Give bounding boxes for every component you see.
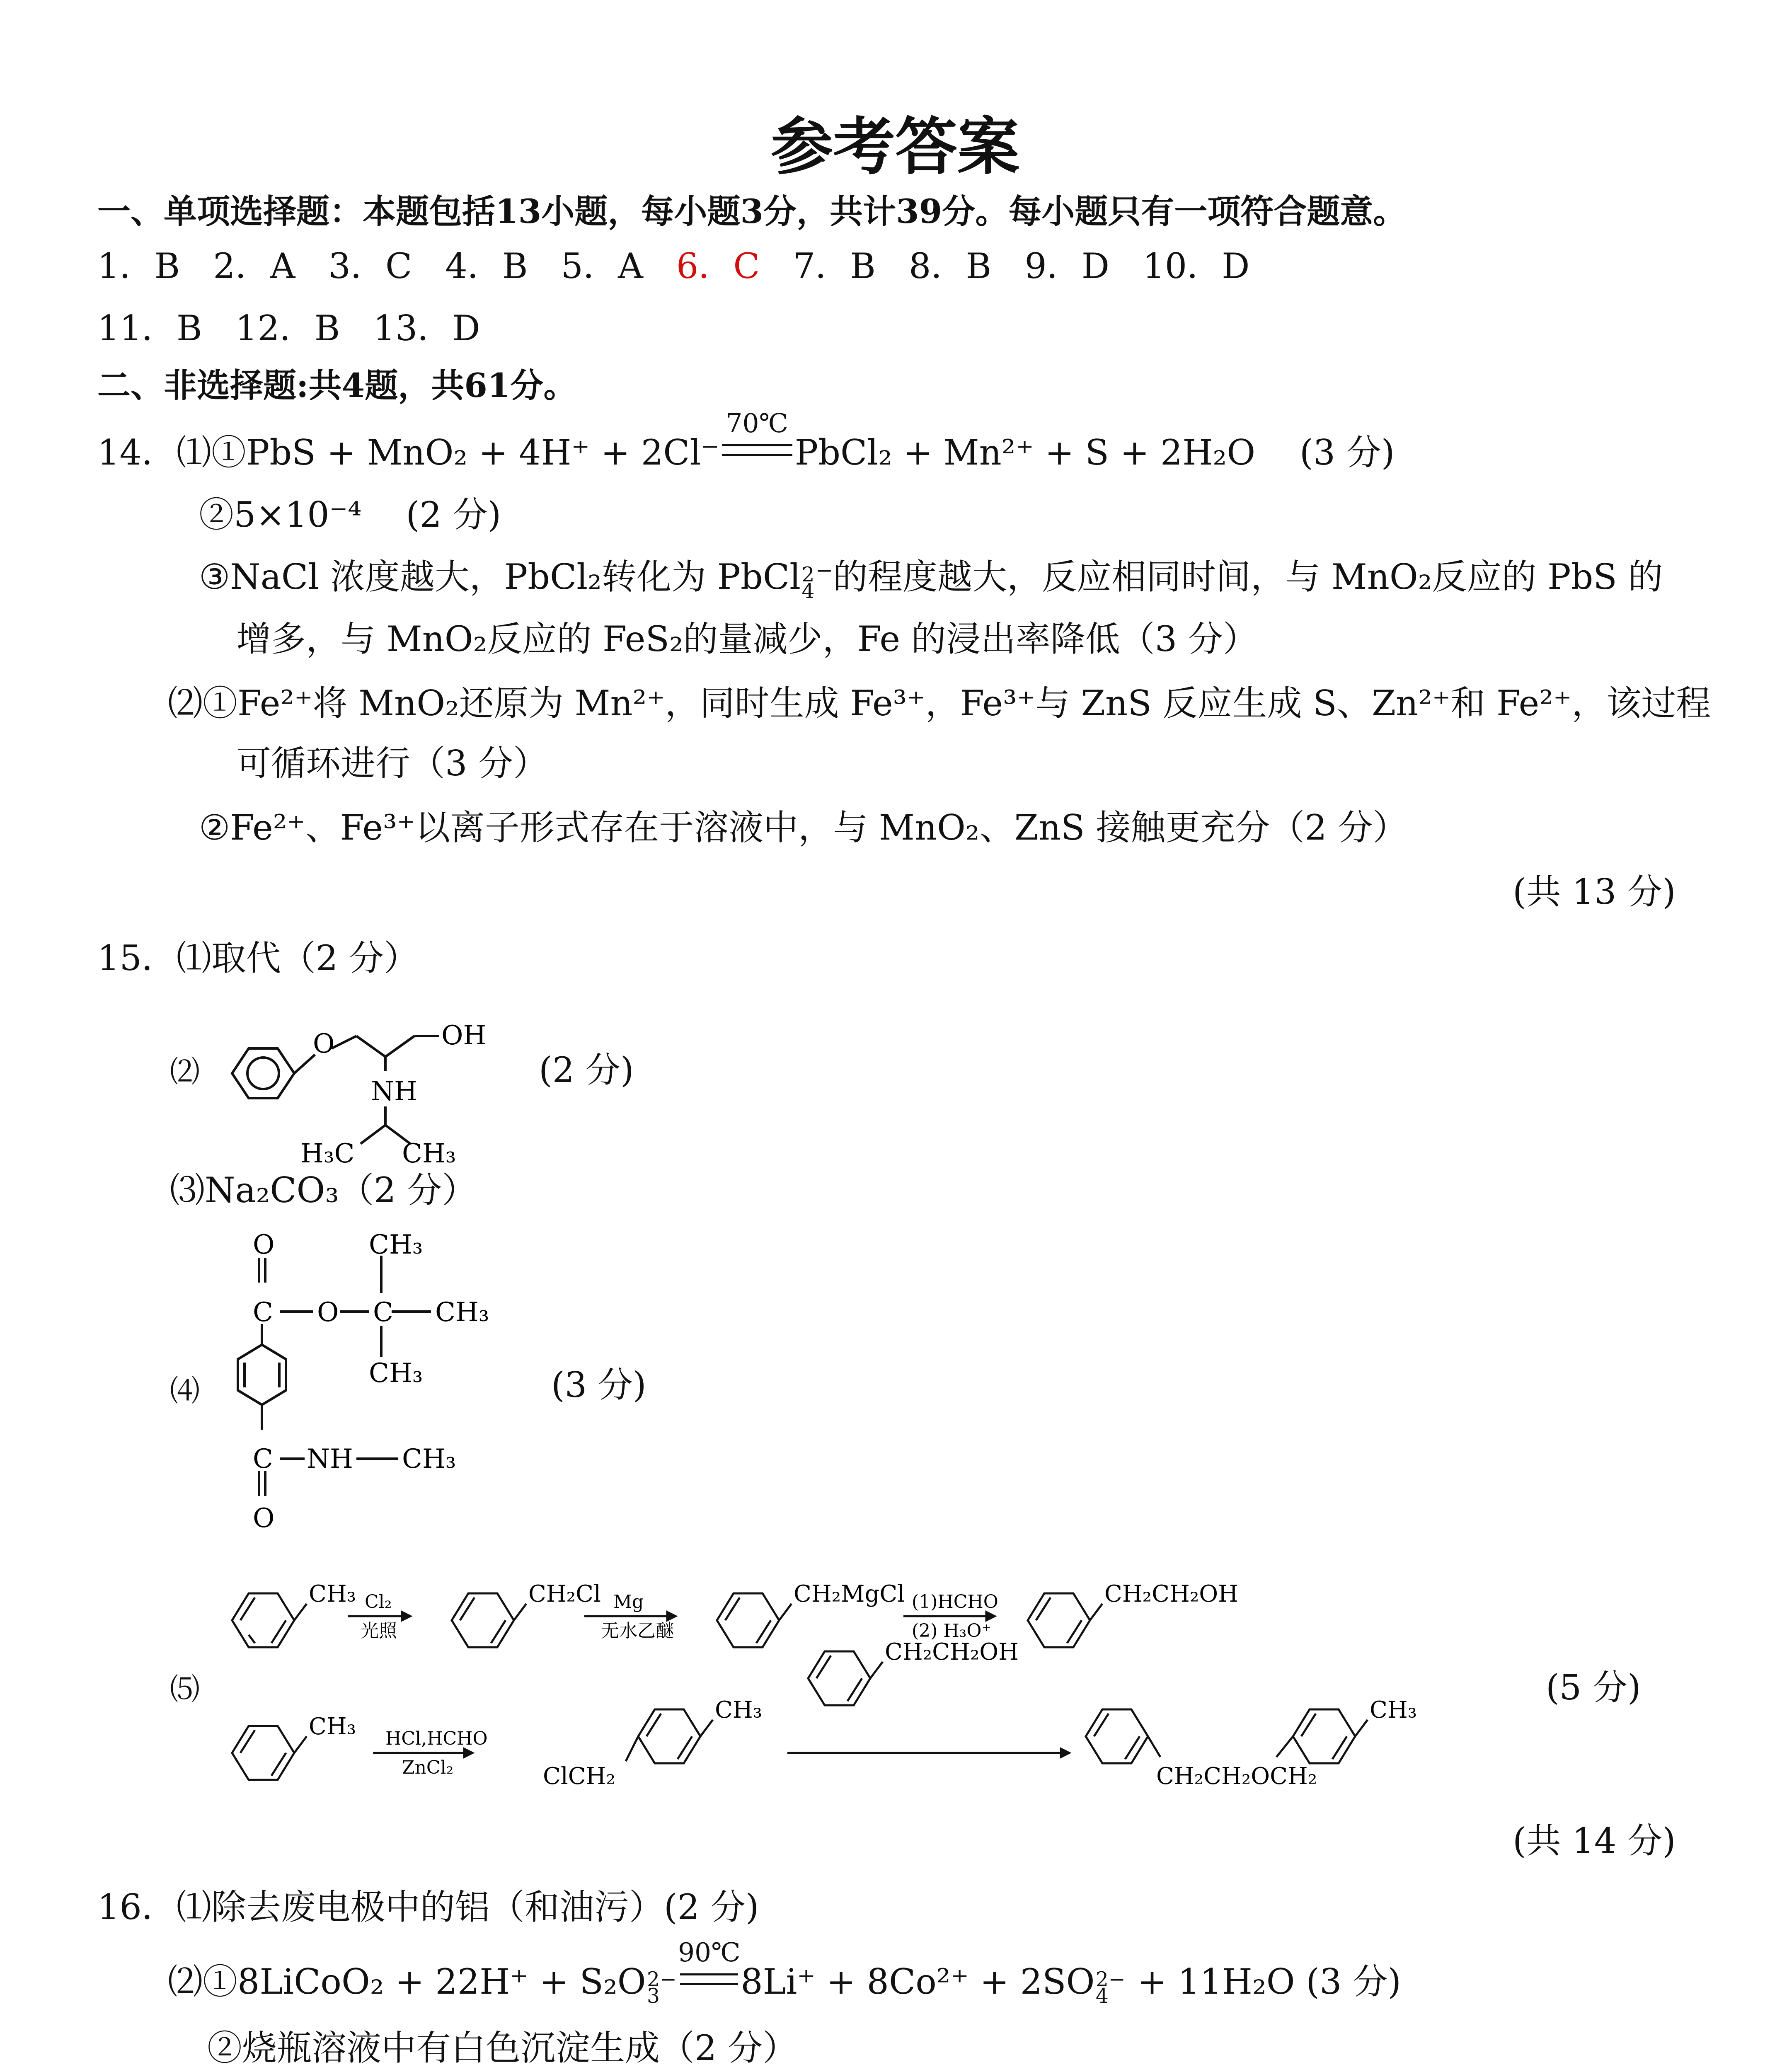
r2-reagent: CH₂CH₂OH xyxy=(885,1639,1019,1665)
oh-group: OH xyxy=(441,1020,487,1051)
r1-s4: CH₂CH₂OH xyxy=(1104,1581,1239,1607)
q15-part4-score: (3 分) xyxy=(551,1365,646,1405)
section2-heading: 二、非选择题:共4题，共61分。 xyxy=(97,366,577,405)
q15-part2-score: (2 分) xyxy=(539,1050,634,1090)
q14-part1-2: ②5×10⁻⁴ (2 分) xyxy=(199,494,501,535)
mc-2: 2．A xyxy=(213,246,295,286)
q16-part1: 16．⑴除去废电极中的铝（和油污）(2 分) xyxy=(97,1887,759,1927)
o-atom-top: O xyxy=(253,1231,275,1260)
h3c-group: H₃C xyxy=(300,1138,355,1164)
ch3-amide: CH₃ xyxy=(402,1444,456,1474)
q15-part4-label: ⑷ xyxy=(170,1373,200,1408)
ch3-bottom: CH₃ xyxy=(369,1358,423,1389)
q14-number: 14． xyxy=(97,432,177,473)
q16-part2-2: ②烧瓶溶液中有白色沉淀生成（2 分） xyxy=(207,2028,798,2068)
r1-reagent2-bottom: 无水乙醚 xyxy=(601,1620,674,1641)
r1-reagent1-top: Cl₂ xyxy=(365,1591,392,1612)
section1-heading: 一、单项选择题：本题包括13小题，每小题3分，共计39分。每小题只有一项符合题意。 xyxy=(97,192,1407,231)
r1-reagent1-bottom: 光照 xyxy=(361,1620,397,1641)
r2-s2-clch2: ClCH₂ xyxy=(543,1763,615,1790)
q16-number: 16． xyxy=(97,1887,177,1927)
mc-answers-line2 xyxy=(97,308,480,349)
q15-number: 15． xyxy=(97,938,177,978)
q15-part1: 15．⑴取代（2 分） xyxy=(97,938,419,978)
c-atom-top: C xyxy=(253,1297,273,1328)
r2-product-ch3: CH₃ xyxy=(1370,1697,1417,1723)
o-atom: O xyxy=(313,1029,335,1059)
mc-10: 10．D xyxy=(1143,246,1250,286)
q15-structure-2 xyxy=(207,982,518,1164)
o-atom-ester: O xyxy=(317,1297,339,1328)
q14-eq-lhs: PbS + MnO₂ + 4H⁺ + 2Cl⁻ xyxy=(246,432,719,473)
mc-5: 5．A xyxy=(561,246,643,286)
ch3-right: CH₃ xyxy=(435,1297,489,1328)
r1-s1: CH₃ xyxy=(309,1581,356,1607)
q15-part5-score: (5 分) xyxy=(1546,1667,1641,1708)
mc-1: 1．B xyxy=(97,246,180,286)
page-title: 参考答案 xyxy=(771,111,1020,183)
r2-s2-ch3: CH₃ xyxy=(715,1697,763,1723)
mc-12: 12．B xyxy=(235,308,340,349)
q15-part3: ⑶Na₂CO₃（2 分） xyxy=(170,1170,477,1210)
q14-total: (共 13 分) xyxy=(1513,871,1676,912)
ch3-group: CH₃ xyxy=(402,1138,456,1164)
reaction-condition: 90℃ xyxy=(678,1964,741,1999)
q14-part1-eq: 14．⑴①PbS + MnO₂ + 4H⁺ + 2Cl⁻ 70℃ PbCl₂ + Mn²⁺ + S + 2H₂O (3 分) xyxy=(97,408,1395,473)
q15-synthesis-routes xyxy=(215,1558,1542,1823)
q15-part2-label: ⑵ xyxy=(170,1054,200,1089)
benzene-ring xyxy=(232,1048,294,1098)
r2-product-chain: CH₂CH₂OCH₂ xyxy=(1156,1763,1317,1790)
q15-structure-4 xyxy=(207,1231,580,1546)
r2-reagent1-top: HCl,HCHO xyxy=(385,1728,488,1749)
q14-part2-1: ⑵①Fe²⁺将 MnO₂还原为 Mn²⁺，同时生成 Fe³⁺，Fe³⁺与 ZnS 反应生成 S、Zn²⁺和 Fe²⁺，该过程 xyxy=(168,683,1711,724)
r1-s2: CH₂Cl xyxy=(528,1581,601,1607)
c-atom-tert: C xyxy=(373,1297,393,1328)
r2-reagent1-bottom: ZnCl₂ xyxy=(402,1757,454,1778)
r1-reagent2-top: Mg xyxy=(613,1591,644,1612)
mc-11: 11．B xyxy=(97,308,202,349)
q16-part2-1-eq: ⑵①8LiCoO₂ + 22H⁺ + S₂O 2− 3 90℃ 8Li⁺ + 8Co²⁺ + 2SO 2− 4 + 11H₂O (3 分) xyxy=(168,1937,1401,2008)
mc-6: 6．C xyxy=(676,246,760,286)
reaction-condition: 70℃ xyxy=(719,435,795,470)
q15-part5-label: ⑸ xyxy=(170,1672,200,1706)
mc-7: 7．B xyxy=(793,246,876,286)
r2-s1: CH₃ xyxy=(309,1713,356,1740)
r1-reagent3-bottom: (2) H₃O⁺ xyxy=(912,1620,991,1641)
q14-part2-2: ②Fe²⁺、Fe³⁺以离子形式存在于溶液中，与 MnO₂、ZnS 接触更充分（2 分） xyxy=(199,807,1408,848)
nh-group: NH xyxy=(307,1444,353,1474)
mc-answers-line1 xyxy=(97,246,1250,286)
o-atom-bottom: O xyxy=(253,1503,275,1534)
r1-s3: CH₂MgCl xyxy=(794,1581,905,1607)
nh-group: NH xyxy=(371,1076,417,1107)
mc-13: 13．D xyxy=(373,308,480,349)
q14-eq-rhs: PbCl₂ + Mn²⁺ + S + 2H₂O xyxy=(794,432,1256,473)
r1-reagent3-top: (1)HCHO xyxy=(912,1591,998,1612)
c-atom-bottom: C xyxy=(253,1444,273,1474)
q14-score: (3 分) xyxy=(1299,432,1395,473)
q15-total: (共 14 分) xyxy=(1513,1820,1676,1861)
q14-part1-3-cont: 增多，与 MnO₂反应的 FeS₂的量减少，Fe 的浸出率降低（3 分） xyxy=(236,619,1258,659)
ch3-top: CH₃ xyxy=(369,1231,423,1260)
q14-part2-1-cont: 可循环进行（3 分） xyxy=(236,743,548,784)
mc-9: 9．D xyxy=(1024,246,1110,286)
mc-4: 4．B xyxy=(445,246,528,286)
q14-part1-3: ③NaCl 浓度越大，PbCl₂转化为 PbCl 2 4 −的程度越大，反应相同时间，与 MnO₂反应的 PbS 的 xyxy=(199,557,1663,603)
mc-8: 8．B xyxy=(909,246,992,286)
mc-3: 3．C xyxy=(328,246,412,286)
